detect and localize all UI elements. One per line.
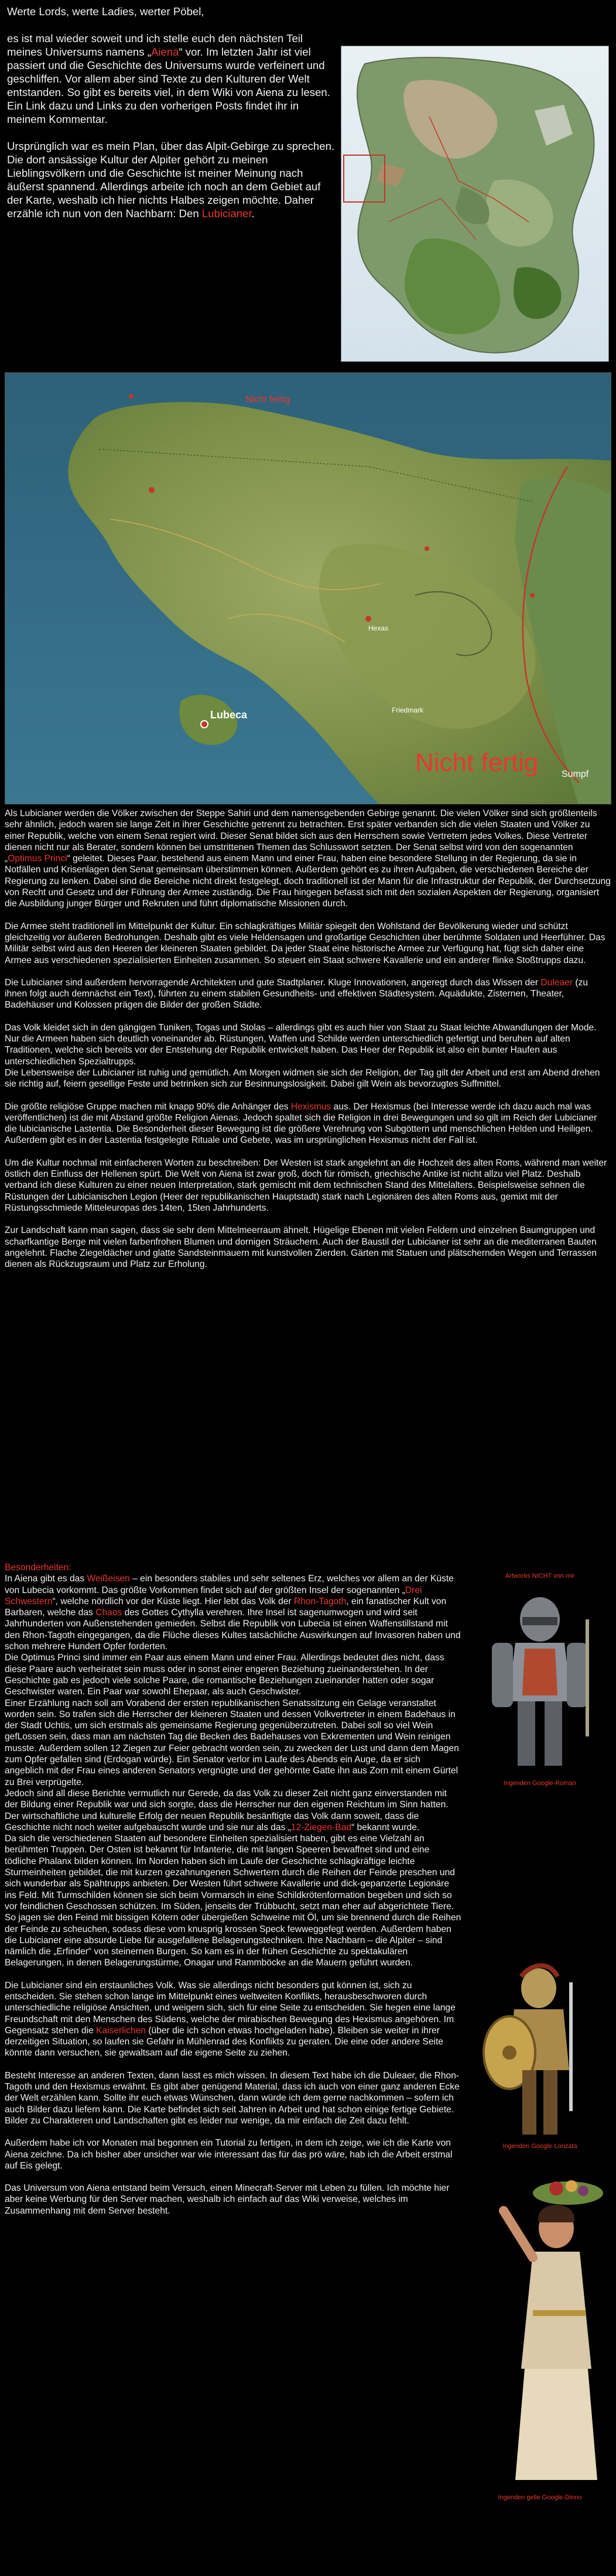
paragraph-optimus-pair: Die Optimus Princi sind immer ein Paar aus einem Mann und einer Frau. Allerdings bedeutet dies nicht, dass diese Paare auch verheiratet sein muss oder in sonst einer engeren Beziehung zueinanderstehen. In der Geschichte gab es jedoch viele solche Paare, die romantische Beziehungen zueinander hatten oder sogar Geschwister waren. Ein Paar war sowohl Ehepaar, als auch Geschwister. (5, 1653, 444, 1697)
paragraph-minecraft: Das Universum von Aiena entstand beim Versuch, einen Minecraft-Server mit Leben zu füllen. Ich möchte hier aber keine Werbung für den Server machen, weshalb ich einfach auf das Wiki verweise, welches im Zusammenhang mit dem Server besteht. (5, 2183, 450, 2216)
s3-b: (zu ihnen folgt auch demnächst ein Text), führten zu einem stabilen Gesundheits- und effektiven Städtesystem. Aquädukte, Zisternen, Theater, Badehäuser und Kolossen prägen die Bilder der großen Städte. (5, 977, 588, 1010)
soldier-illustration (468, 1584, 611, 1777)
b4-b: “ bekannt wurde. (351, 1822, 420, 1832)
map-label-big: Nicht fertig (415, 748, 539, 777)
hexismus-link[interactable]: Hexismus (290, 1101, 331, 1112)
ziegen-bad-link[interactable]: 12-Ziegen-Bad (290, 1822, 352, 1832)
optimus-princi-link[interactable]: Optimus Princi (8, 854, 67, 864)
besonderheiten-section (5, 1562, 461, 2217)
world-map-graphic (341, 46, 608, 361)
s3-a: Die Lubicianer sind außerdem hervorragende Architekten und gute Stadtplaner. Kluge Innovationen, angeregt durch das Wissen der (5, 977, 541, 988)
paragraph-government (5, 808, 611, 910)
map-label-sumpf: Sumpf (562, 769, 589, 779)
s5-a: Die größte religiöse Gruppe machen mit knapp 90% die Anhänger des (5, 1101, 291, 1112)
woman-illustration (468, 2164, 611, 2492)
map-city-label: Lubeca (210, 709, 248, 721)
paragraph-weisseisen (5, 1573, 461, 1652)
b1-e: des Gottes Cythylla verehren. Ihre Insel ist sagenumwogen und wird seit Jahrhunderten von Außenstehenden gemieden. Selbst die Republik von Lubecia ist einen Waffenstillstand mit den Rhon-Tagoth eingegangen, da die Flüche dieses Kultes tatsächliche Auswirkungen auf Invasoren haben und schon mehrere Hundert Opfer forderten. (5, 1608, 461, 1652)
intro-p2-b: . (251, 207, 255, 220)
figure-warrior (468, 1959, 611, 2150)
warrior-illustration (468, 1959, 611, 2140)
b1-a: In Aiena gibt es das (5, 1574, 87, 1584)
drei-schwestern-link[interactable]: Drei Schwestern (5, 1585, 422, 1606)
figure-soldier (468, 1584, 611, 1787)
paragraph-clothing: Das Volk kleidet sich in den gängigen Tuniken, Togas und Stolas – allerdings gibt es auch hier von Staat zu Staat leichte Abwandlungen der Mode. Nur die Armeen haben sich deutlich voneinander ab. Rüstungen, Waffen und Schilde werden unterschiedlich gefertigt und beruhen auf alten Traditionen, welche sich bereits vor der Entstehung der Republik entwickelt haben. Das Heer der Republik ist also ein bunter Haufen aus unterschiedlichen Spezialtrupps. (5, 1022, 597, 1067)
b1-c: “, welche nördlich vor der Küste liegt. Hier lebt das Volk der (52, 1596, 295, 1606)
intro-paragraph-2 (7, 139, 335, 220)
paragraph-interest: Besteht Interesse an anderen Texten, dann lasst es mich wissen. In diesem Text habe ich die Duleaer, die Rhon-Tagoth und den Hexismus erwähnt. Es gibt aber genügend Material, dass ich auch von einer ganz anderen Ecke der Welt erzählen kann. Sollte ihr euch etwas Wünschen, dann würde ich dem gerne nachkommen – sofern ich auch Bilder dazu liefern kann. Die Karte befindet sich seit Jahren in Arbeit und hat schon einige fertige Gebiete. Bilder zu Charakteren und Landschaften gibt es leider nur wenige, da mir einfach die Zeit dazu fehlt. (5, 2070, 460, 2126)
s5-b: aus. Der Hexismus (bei Interesse werde ich dazu auch mal was veröffentlichen) ist die mit Abstand größte Religion Aienas. Jedoch spaltet sich die Religion in drei Bewegungen und so gilt im Reich der Lubicianer die lubicianische Lastentia. Die Besonderheit dieser Bewegung ist die größere Verehrung von Subgöttern und menschlichen Helden und Heiligen. Außerdem gibt es in der Lastentia festgelegte Rituale und Gebete, was im ursprünglichen Hexismus nicht der Fall ist. (5, 1101, 597, 1146)
paragraph-landscape: Zur Landschaft kann man sagen, dass sie sehr dem Mittelmeerraum ähnelt. Hügelige Ebenen mit vielen Feldern und einzelnen Baumgruppen und scharfkantige Berge mit vielen farbenfrohen Blumen und dornigen Sträuchern. Auch der Baustil der Lubicianer ist sehr an die mediterranen Bauten angelehnt. Flache Ziegeldächer und glatte Sandsteinmauern mit kunstvollen Zierden. Gärten mit Statuen und plätschernden Wegen und Terrassen dienen als Rückzugsraum und Platz zur Erholung. (5, 1225, 597, 1270)
intro-paragraph-1 (7, 32, 335, 126)
intro-p2-a: Ursprünglich war es mein Plan, über das Alpit-Gebirge zu sprechen. Die dort ansässige Kultur der Alpiter gehört zu meinen Lieblingsvölkern und die Geschichte ist meiner Meinung nach äußerst spannend. Allerdings arbeite ich noch an dem Gebiet auf der Karte, weshalb ich hier nichts Halbes zeigen möchte. Daher erzähle ich nun von den Nachbarn: Den (7, 140, 335, 220)
paragraph-religion (5, 1101, 611, 1146)
paragraph-tutorial: Außerdem habe ich vor Monaten mal begonnen ein Tutorial zu fertigen, in dem ich zeige, wie ich die Karte von Aiena zeichne. Da ich bisher aber unsicher war wie interessant das für das prö wäre, hab ich die Arbeit erstmal auf Eis gelegt. (5, 2138, 453, 2171)
artwork-note: Artworks NICHT von mir (505, 1573, 575, 1580)
caption-woman: Ingenden gelle Google-Dinno (498, 2494, 582, 2501)
s1-a: Als Lubicianer werden die Völker zwischen der Steppe Sahiri und dem namensgebenden Gebirge genannt. Die vielen Völker sind sich größtenteils sehr ähnlich, jedoch waren sie lange Zeit in ihrer Geschichte getrennt zu betrachten. Erst später verbanden sich die vielen Staaten und Völker zu einer Republik, welche von einem Senat regiert wird. Dieser Senat bildet sich aus den Herrschern sowie Vertretern jedes Volkes. Diese Vertreter dienen nicht nur als Berater, sondern können bei umstrittenen Themen das Schlusswort setzten. Der Senat selbst wird von den sogenannten „ (5, 809, 597, 864)
rhon-tagoth-link[interactable]: Rhon-Tagoth (294, 1596, 347, 1606)
paragraph-army: Die Armee steht traditionell im Mittelpunkt der Kultur. Ein schlagkräftiges Militär spiegelt den Wohlstand der Bevölkerung wieder und schützt gleichzeitig vor äußeren Bedrohungen. Deshalb gibt es viele Heldensagen und großartige Geschichten über berühmte Soldaten und Heerführer. Das Militär selbst wird aus den Heeren der kleineren Staaten gebildet. Da jeder Staat eine historische Armee zur Verfügung hat, fügt sich daher eine Armee aus verschiedenen spezialisierten Einheiten zusammen. So steuert ein Staat schwere Kavallerie und ein anderer flinke Stoßtrupps dazu. (5, 921, 605, 965)
intro-p1-b: “ vor. Im letzten Jahr ist viel passiert und die Geschichte des Universums wurde verfeinert und geschliffen. Vor allem aber sind Texte zu den Kulturen der Welt entstanden. So gibt es bereits viel, in dem Wiki von Aiena zu lesen. Ein Link dazu und Links zu den vorherigen Posts findet ihr in meinem Kommentar. (7, 46, 330, 125)
region-map-graphic (5, 373, 611, 804)
b1-d: , ein fanatischer Kult von Barbaren, welche das (5, 1596, 447, 1618)
caption-soldier: Ingenden Google-Roman (504, 1780, 576, 1787)
paragraph-architecture (5, 977, 611, 1011)
map-label-hexas: Hexas (368, 624, 389, 632)
b6-a: Die Lubicianer sind ein erstaunliches Volk. Was sie allerdings nicht besonders gut können ist, sich zu entscheiden. Sie stehen schon lange im Mittelpunkt eines weltweiten Konflikts, herausbeschworen durch unterschiedliche religiöse Ansichten, und weigern sich, sich für eine Seite zu entscheiden. Sie hegen eine lange Freundschaft mit den Menschen des Südens, welche der mirabischen Bewegung des Hexismus angehören. Im Gegensatz stehen die (5, 1980, 456, 2036)
paragraph-culture: Um die Kultur nochmal mit einfacheren Worten zu beschreiben: Der Westen ist stark angelehnt an die Hochzeit des alten Roms, während man weiter östlich den Einfluss der Hellenen spürt. Die Welt von Aiena ist zwar groß, doch für römisch, griechische Antike ist nicht allzu viel Platz. Deshalb verband ich diese Kulturen zu einer neuen Interpretation, stark gemischt mit dem technischen Stand des Mittelalters. Beispielsweise sehnen die Rüstungen der Lubicianischen Legion (Heer der republikanischen Hauptstadt) stark nach Legionären des alten Roms aus, gemixt mit der Rüstungsschmiede Mitteleuropas des 14ten, 15ten Jahrhunderts. (5, 1157, 607, 1213)
paragraph-gelage: Einer Erzählung nach soll am Vorabend der ersten republikanischen Senatssitzung ein Gelage veranstaltet worden sein. So trafen sich die Herrscher der kleineren Staaten und dessen Volkvertreter in einem Badehaus in der Stadt Uchtis, um sich erstmals als gemeinsame Regierung gegenüberzutreten. Dabei soll so viel Wein gefLossen sein, dass man am nächsten Tag die Becken des Badehauses von Exkrementen und Wein reinigen musste. Außerdem sollen 12 Ziegen zur Feier gebracht worden sein, zu zwecken der Lust und dann dem Magen zum Opfer gefallen sind (Erdogan würde). Ein Senator verlor im Laufe des Abends ein Auge, da er sich angeblich mit der Frau eines anderen Senators vergnügte und der gehörnte Gatte ihn aus Zorn mit einem Gürtel zu Brei verprügelte. (5, 1698, 459, 1787)
body-text-section (5, 808, 611, 1281)
intro-section (7, 5, 335, 234)
paragraph-conflict (5, 1980, 461, 2059)
s1-b: “ geleitet. Dieses Paar, bestehend aus einem Mann und einer Frau, haben eine besondere Stellung in der Regierung, da sie in Notfällen und Krisenlagen den Senat gemeinsam überstimmen können. Außerdem gehört es zu ihren Aufgaben, die verschiedenen Bereiche der Regierung zu lenken. Dabei sind die Bereiche nicht direkt festgelegt, doch traditionell ist der Mann für die Infrastruktur der Republik, der Durchsetzung von Recht und Gesetz und der Führung der Armee zuständig. Die Frau hingegen befasst sich mit den sozialen Aspekten der Regierung, organisiert die Ausbildung junger Bürger und Rekruten und führt diplomatische Missionen durch. (5, 854, 611, 909)
aiena-link[interactable]: Aiena (150, 46, 179, 58)
paragraph-ziegen-bad (5, 1788, 461, 1833)
intro-p1-a: es ist mal wieder soweit und ich stelle euch den nächsten Teil meines Universums namens „ (7, 32, 303, 58)
caption-warrior: Ingenden Google-Lonzata (502, 2143, 577, 2150)
b6-b: (über die ich schon etwas hochgeladen habe). Bleiben sie weiter in ihrer derzeitigen Situation, so laufen sie Gefahr in Mühlenrad des Konflikts zu geraten. Die eine oder andere Seite könnte dann versuchen, sie gewaltsam auf die eigene Seite zu ziehen. (5, 2025, 443, 2058)
lubicianer-link[interactable]: Lubicianer (201, 207, 252, 220)
besonderheiten-heading: Besonderheiten: (5, 1563, 71, 1573)
b1-b: – ein besonders stabiles und sehr seltenes Erz, welches vor allem an der Küste von Lubecia vorkommt. Das größte Vorkommen findet sich auf der größten Insel der sogenannten „ (5, 1574, 454, 1595)
region-map (5, 372, 611, 804)
paragraph-troops: Da sich die verschiedenen Staaten auf besondere Einheiten spezialisiert haben, gibt es eine Vielzahl an berühmten Truppen. Der Osten ist bekannt für Infanterie, die mit langen Speeren bewaffnet sind und eine tödliche Phalanx bilden können. Im Norden haben sich im Laufe der Geschichte schlagkräftige leichte Sturmeinheiten gebildet, die mit kurzen gezahnungenen Schwertern durch die Reihen der Feinde preschen und sich wunderbar als Spähtrupps anbieten. Der Westen führt schwere Kavallerie und dick-gepanzerte Legionäre ins Feld. Mit Turmschilden können sie sich beim Vormarsch in eine Schildkrötenformation begeben und sich so vor feindlichen Geschossen schützen. Im Süden, jenseits der Trübbucht, setzt man eher auf abgerichtete Tiere. So jagen sie den Feind mit bissigen Kötern oder übergießen Schweine mit Öl, um sie brennend durch die Reihen der Feinde zu scheuchen, sodass diese vom knusprig krossen Speck fewweggefegt werden. Außerdem haben die Lubicianer eine absurde Liebe für ausgefallene Belagerungstechniken. Ihre Nachbarn – die Alpiter – sind nämlich die „Erfinder“ von steinernen Burgen. So kam es in der frühen Geschichte zu spektakulären Belagerungen, in denen Belagerungstürme, Onagar und Rammböcke an die Mauern geführt wurden. (5, 1834, 461, 1968)
duleaer-link[interactable]: Duleaer (540, 977, 573, 988)
map-label-friedmark: Friedmark (392, 706, 424, 714)
weisseisen-link[interactable]: Weißeisen (87, 1574, 130, 1584)
chaos-link[interactable]: Chaos (95, 1608, 122, 1618)
figure-woman (468, 2164, 611, 2501)
paragraph-lifestyle: Die Lebensweise der Lubicianer ist ruhig und gemütlich. Am Morgen widmen sie sich der Religion, der Tag gilt der Arbeit und erst am Abend drehen sie richtig auf, feiern gesellige Feste und betrinken sich zur Besinnungslosigkeit. Dabei gilt Wein als bevorzugtes Suffmittel. (5, 1067, 600, 1090)
map-label-north: Nicht fertig (245, 395, 290, 405)
kaiserlichen-link[interactable]: Kaiserlichen (96, 2025, 146, 2036)
greeting: Werte Lords, werte Ladies, werter Pöbel, (7, 5, 204, 18)
b4-a: Jedoch sind all diese Berichte vermutlich nur Gerede, da das Volk zu dieser Zeit nicht ganz einverstanden mit der Bildung einer Republik war und sich sorgte, dass die Herrscher nur den eigenen Reichtum im Sinn hatten. Der wirtschaftliche und kulturelle Erfolg der neuen Republik besänftigte das Volk dann soweit, dass die Geschichte nicht noch weiter aufgebauscht wurde und sie nur als das „ (5, 1788, 449, 1832)
world-map (341, 46, 609, 362)
